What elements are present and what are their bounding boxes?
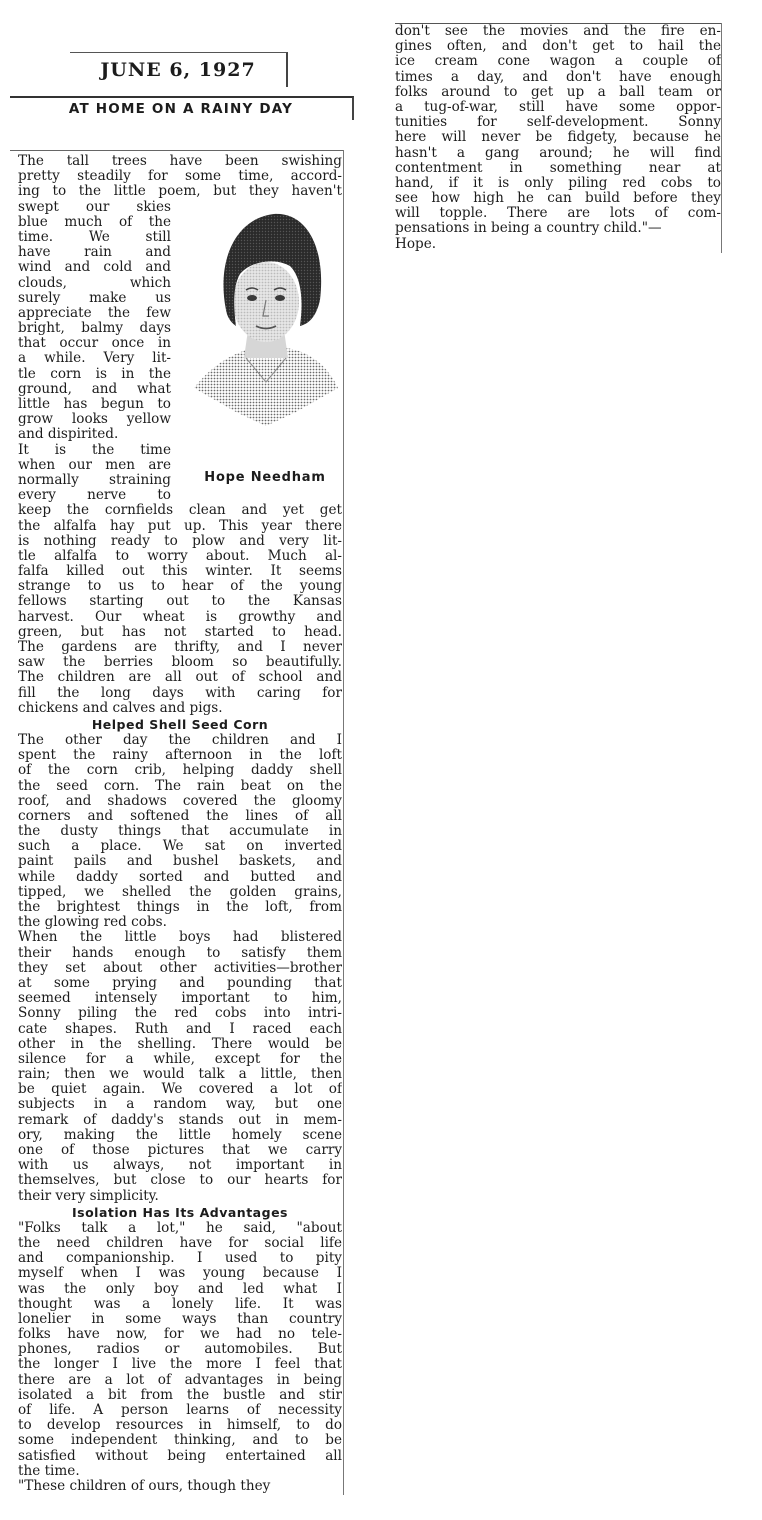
paragraph-3 [18,1221,342,1494]
text-line: phones, radios or automobiles. But [18,1342,342,1358]
text-line: fellows starting out to the Kansas [18,594,342,610]
subhead-isolation: Isolation Has Its Advantages [72,1204,288,1220]
intro-narrow-lines [18,200,342,504]
text-line: tle alfalfa to worry about. Much al- [18,548,342,564]
article-column-2 [395,23,721,252]
text-line: the brightest things in the loft, from [18,900,342,915]
article-column-1 [18,154,342,1494]
text-line: of the corn crib, helping daddy shell [18,763,342,779]
text-line: the glowing red cobs. [18,915,167,931]
text-line: subjects in a random way, but one [18,1097,342,1113]
text-line: ground, and what [18,381,171,397]
text-line: folks around to get up a ball team or [395,84,721,100]
text-line: falfa killed out this winter. It seems [18,564,342,580]
intro-wide-lines [18,154,342,200]
text-line: paint pails and bushel baskets, and [18,854,342,870]
text-line: clouds, which [18,275,171,291]
column-divider-right [721,23,722,253]
text-line: thought was a lonely life. It was [18,1296,342,1312]
column-rule [10,150,344,151]
text-line: The other day the children and I [18,732,342,748]
text-line: keep the cornfields clean and yet get [18,503,342,519]
text-line: pretty steadily for some time, accord- [18,169,342,185]
text-line: ing to the little poem, but they haven't [18,184,342,200]
text-line: pensations in being a country child."— [395,221,662,237]
paragraph-2 [18,733,342,1204]
text-line: the time. [18,1463,80,1479]
text-line: seemed intensely important to him, [18,991,342,1007]
text-line: contentment in something near at [395,160,721,176]
text-line: ice cream cone wagon a couple of [395,54,721,70]
text-line: myself when I was young because I [18,1266,342,1282]
text-line: little has begun to [18,397,171,412]
text-line: the seed corn. The rain beat on the [18,778,342,794]
text-line: bright, balmy days [18,321,171,337]
text-line: their very simplicity. [18,1188,159,1204]
text-line: Sonny piling the red cobs into intri- [18,1006,342,1022]
text-line: Hope. [395,236,437,252]
text-line: their hands enough to satisfy them [18,945,342,961]
text-line: one of those pictures that we carry [18,1143,342,1158]
text-line: The gardens are thrifty, and I never [18,640,342,655]
text-line: ory, making the little homely scene [18,1127,342,1143]
text-line: It is the time [18,442,171,458]
continued-paragraph [395,24,721,252]
date-header: JUNE 6, 1927 [70,52,288,87]
text-line: roof, and shadows covered the gloomy [18,793,342,809]
subhead-helped-shell-seed-corn: Helped Shell Seed Corn [91,716,269,732]
text-line: the need children have for social life [18,1235,342,1251]
text-line: rain; then we would talk a little, then [18,1067,342,1083]
text-line: while daddy sorted and butted and [18,869,342,885]
text-line: fill the long days with caring for [18,685,342,701]
text-line: a while. Very lit- [18,351,171,367]
text-line: they set about other activities—brother [18,960,342,976]
text-line: some independent thinking, and to be [18,1433,342,1449]
text-line: harvest. Our wheat is growthy and [18,609,342,625]
text-line: be quiet again. We covered a lot of [18,1082,342,1098]
text-line: The tall trees have been swishing [18,154,342,169]
text-line: spent the rainy afternoon in the loft [18,748,342,764]
text-line: wind and cold and [18,260,171,276]
text-line: other in the shelling. There would be [18,1036,342,1052]
text-line: hand, if it is only piling red cobs to [395,175,721,191]
text-line: normally straining [18,472,171,488]
text-line: with us always, not important in [18,1158,342,1174]
text-line: corners and softened the lines of all [18,808,342,824]
text-line: times a day, and don't have enough [395,69,721,85]
text-line: folks have now, for we had no tele- [18,1327,342,1343]
text-line: see how high he can build before they [395,191,721,207]
text-line: strange to us to hear of the young [18,579,342,595]
text-line: hasn't a gang around; he will find [395,145,721,161]
text-line: the longer I live the more I feel that [18,1357,342,1373]
text-line: When the little boys had blistered [18,930,342,946]
text-line: "These children of ours, though they [18,1478,271,1494]
text-line: grow looks yellow [18,412,171,428]
text-line: every nerve to [18,488,171,504]
text-line: was the only boy and led what I [18,1281,342,1297]
text-line: swept our skies [18,199,171,215]
text-line: there are a lot of advantages in being [18,1372,342,1388]
text-line: at some prying and pounding that [18,975,342,991]
text-line: tipped, we shelled the golden grains, [18,884,342,900]
text-line: the alfalfa hay put up. This year there [18,518,342,534]
text-line: such a place. We sat on inverted [18,839,342,855]
text-line: time. We still [18,229,171,245]
text-line: isolated a bit from the bustle and stir [18,1387,342,1403]
paragraph-1 [18,503,342,716]
text-line: remark of daddy's stands out in mem- [18,1112,342,1128]
text-line: green, but has not started to head. [18,624,342,640]
text-line: and dispirited. [18,427,119,443]
text-line: silence for a while, except for the [18,1051,342,1067]
text-line: don't see the movies and the fire en- [395,24,721,39]
text-line: satisfied without being entertained all [18,1448,342,1464]
text-line: themselves, but close to our hearts for [18,1173,342,1189]
text-line: "Folks talk a lot," he said, "about [18,1220,342,1236]
text-line: lonelier in some ways than country [18,1311,342,1327]
text-line: here will never be fidgety, because he [395,130,721,146]
text-line: will topple. There are lots of com- [395,206,721,222]
text-line: surely make us [18,290,171,306]
text-line: the dusty things that accumulate in [18,824,342,840]
text-line: blue much of the [18,214,171,230]
text-line: cate shapes. Ruth and I raced each [18,1021,342,1037]
text-line: of life. A person learns of necessity [18,1403,342,1418]
text-line: gines often, and don't get to hail the [395,39,721,55]
text-line: chickens and calves and pigs. [18,700,223,716]
text-line: The children are all out of school and [18,670,342,686]
text-line: appreciate the few [18,305,171,321]
article-headline: AT HOME ON A RAINY DAY [10,96,354,120]
text-line: and companionship. I used to pity [18,1251,342,1267]
text-line: a tug-of-war, still have some oppor- [395,99,721,115]
text-line: to develop resources in himself, to do [18,1418,342,1434]
text-line: is nothing ready to plow and very lit- [18,533,342,549]
text-line: when our men are [18,457,171,473]
text-line: saw the berries bloom so beautifully. [18,655,342,671]
portrait-caption: Hope Needham [204,470,326,485]
text-line: that occur once in [18,336,171,352]
text-line: have rain and [18,245,171,261]
text-line: tunities for self-development. Sonny [395,115,721,131]
text-line: tle corn is in the [18,366,171,382]
